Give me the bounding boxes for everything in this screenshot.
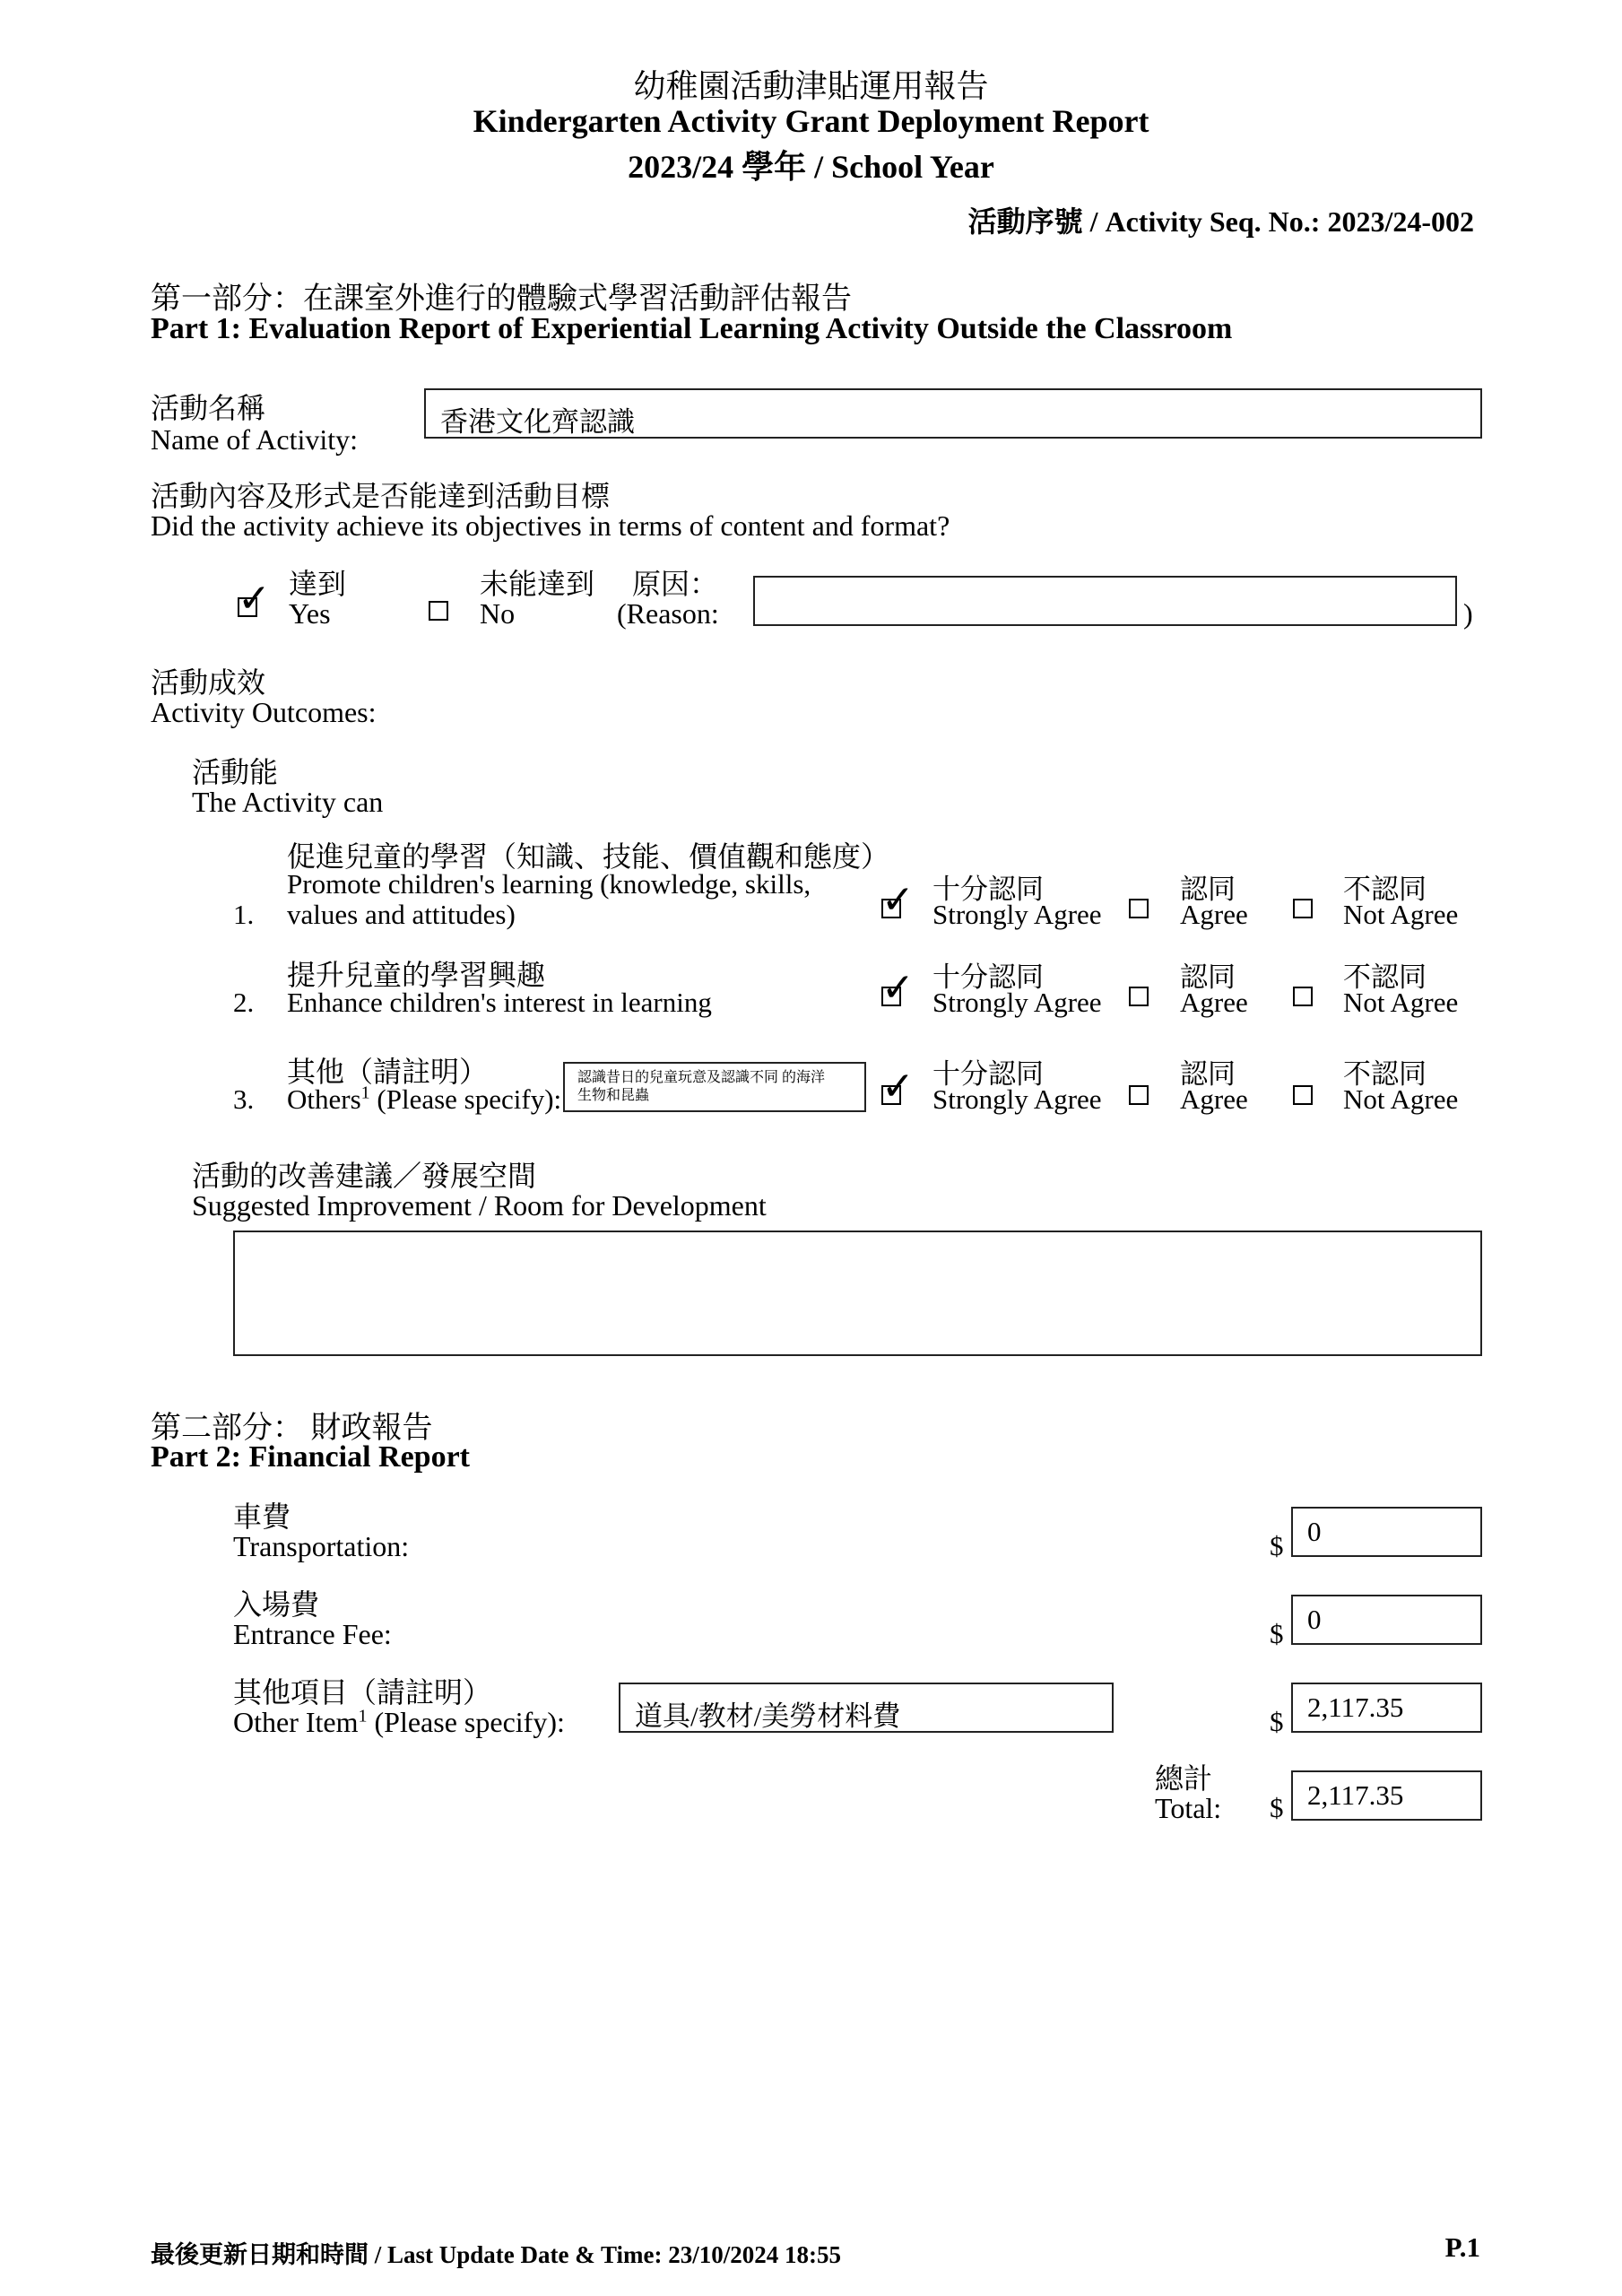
item1-strongly-zh: 十分認同 [932,874,1044,905]
improve-label-zh: 活動的改善建議／發展空間 [192,1160,537,1192]
item3-number: 3. [233,1083,255,1115]
activity-name-field[interactable] [424,388,1482,439]
part2-heading-zh: 第二部分： 財政報告 [151,1412,433,1445]
item3-specify-line1: 認識昔日的兒童玩意及認識不同 的海洋 [577,1070,826,1085]
item1-agree-zh: 認同 [1180,874,1236,905]
item1-en-line2: values and attitudes) [287,899,516,930]
item1-agree-checkbox[interactable] [1129,899,1149,918]
item2-not-agree-checkbox[interactable] [1293,987,1313,1006]
page-number: P.1 [1444,2231,1480,2263]
total-amount-field[interactable] [1291,1770,1482,1821]
item1-agree-en: Agree [1180,899,1248,930]
item2-agree-checkbox[interactable] [1129,987,1149,1006]
item3-agree-zh: 認同 [1180,1058,1236,1090]
transport-currency: $ [1270,1530,1284,1561]
seq-value: 2023/24-002 [1327,205,1474,238]
entrance-amount-field[interactable] [1291,1595,1482,1645]
activity-name-value: 香港文化齊認識 [440,406,635,438]
check-mark-icon: ✓ [881,1064,915,1109]
other-item-desc: 道具/教材/美勞材料費 [635,1700,901,1732]
item1-number: 1. [233,899,255,930]
entrance-currency: $ [1270,1618,1284,1649]
no-label-zh: 未能達到 [480,568,595,600]
item3-footnote-mark: 1 [360,1083,370,1103]
improve-label-en: Suggested Improvement / Room for Development [192,1189,767,1222]
objective-question-en: Did the activity achieve its objectives in terms of content and format? [151,509,950,542]
reason-label-en: (Reason: [617,597,719,630]
item2-strongly-zh: 十分認同 [932,961,1044,993]
other-item-desc-field[interactable] [619,1683,1114,1733]
item1-strongly-en: Strongly Agree [932,899,1102,930]
item1-zh: 促進兒童的學習（知識、技能、價值觀和態度） [287,840,890,873]
item2-not-en: Not Agree [1343,987,1459,1018]
total-label-zh: 總計 [1155,1762,1213,1795]
outcomes-label-zh: 活動成效 [151,666,266,699]
total-currency: $ [1270,1792,1284,1823]
reason-field[interactable] [753,576,1457,626]
item1-not-zh: 不認同 [1343,874,1427,905]
other-amount-field[interactable] [1291,1683,1482,1733]
objective-question-zh: 活動內容及形式是否能達到活動目標 [151,480,611,512]
item1-strongly-agree-checkbox[interactable] [881,877,915,923]
improvement-textarea[interactable] [233,1231,1482,1356]
transport-amount-field[interactable] [1291,1507,1482,1557]
name-label-zh: 活動名稱 [151,392,266,424]
transport-label-zh: 車費 [233,1500,291,1533]
name-label-en: Name of Activity: [151,423,359,456]
item2-number: 2. [233,987,255,1018]
item3-agree-checkbox[interactable] [1129,1085,1149,1105]
item1-not-agree-checkbox[interactable] [1293,899,1313,918]
yes-checkbox[interactable] [238,576,271,622]
item3-strongly-agree-checkbox[interactable] [881,1064,915,1109]
item2-agree-en: Agree [1180,987,1248,1018]
other-en-pre: Other Item [233,1706,359,1738]
item1-en-line1: Promote children's learning (knowledge, skills, [287,868,811,900]
other-label-zh: 其他項目（請註明） [233,1676,492,1709]
transport-amount: 0 [1307,1516,1322,1547]
item3-strongly-en: Strongly Agree [932,1083,1102,1115]
school-year: 2023/24 學年 / School Year [628,149,994,185]
other-footnote-mark: 1 [358,1706,368,1726]
item3-strongly-zh: 十分認同 [932,1058,1044,1090]
activity-seq-no [968,199,1474,240]
no-checkbox[interactable] [429,601,448,621]
total-label-en: Total: [1155,1792,1222,1824]
part1-heading-zh: 第一部分：在課室外進行的體驗式學習活動評估報告 [151,283,852,316]
last-update: 最後更新日期和時間 / Last Update Date & Time: 23/10/2024 18:55 [151,2241,841,2268]
item2-not-zh: 不認同 [1343,961,1427,993]
other-currency: $ [1270,1706,1284,1737]
yes-label-en: Yes [289,597,331,630]
yes-label-zh: 達到 [289,568,347,600]
no-label-en: No [480,597,516,630]
item2-strongly-en: Strongly Agree [932,987,1102,1018]
item2-strongly-agree-checkbox[interactable] [881,965,915,1011]
transport-label-en: Transportation: [233,1530,410,1562]
part1-heading-en: Part 1: Evaluation Report of Experiential Learning Activity Outside the Classroom [151,312,1233,345]
outcomes-label-en: Activity Outcomes: [151,696,377,728]
item2-en: Enhance children's interest in learning [287,987,712,1018]
check-mark-icon: ✓ [238,576,271,622]
entrance-label-en: Entrance Fee: [233,1618,392,1650]
title-en: Kindergarten Activity Grant Deployment Report [473,103,1149,139]
item3-en [287,1083,561,1116]
activity-can-en: The Activity can [192,786,384,818]
reason-close-paren: ) [1463,597,1473,630]
item3-zh: 其他（請註明） [287,1056,489,1088]
item2-agree-zh: 認同 [1180,961,1236,993]
item3-not-agree-checkbox[interactable] [1293,1085,1313,1105]
other-amount: 2,117.35 [1307,1692,1404,1723]
total-amount: 2,117.35 [1307,1779,1404,1811]
seq-label: 活動序號 / Activity Seq. No.: [967,205,1321,238]
entrance-label-zh: 入場費 [233,1588,320,1621]
item3-en-post: (Please specify): [369,1083,562,1115]
item1-not-en: Not Agree [1343,899,1459,930]
other-label-en [233,1706,565,1739]
item3-specify-line2: 生物和昆蟲 [577,1088,650,1103]
check-mark-icon: ✓ [881,965,915,1011]
reason-label-zh: 原因： [632,568,719,600]
activity-can-zh: 活動能 [192,756,279,788]
other-en-post: (Please specify): [367,1706,565,1738]
part2-heading-en: Part 2: Financial Report [151,1440,470,1474]
item3-not-en: Not Agree [1343,1083,1459,1115]
title-zh: 幼稚園活動津貼運用報告 [633,68,989,104]
check-mark-icon: ✓ [881,877,915,923]
item3-agree-en: Agree [1180,1083,1248,1115]
item3-not-zh: 不認同 [1343,1058,1427,1090]
item2-zh: 提升兒童的學習興趣 [287,959,546,991]
item3-specify-field[interactable] [563,1062,866,1112]
item3-en-pre: Others [287,1083,361,1115]
entrance-amount: 0 [1307,1604,1322,1635]
